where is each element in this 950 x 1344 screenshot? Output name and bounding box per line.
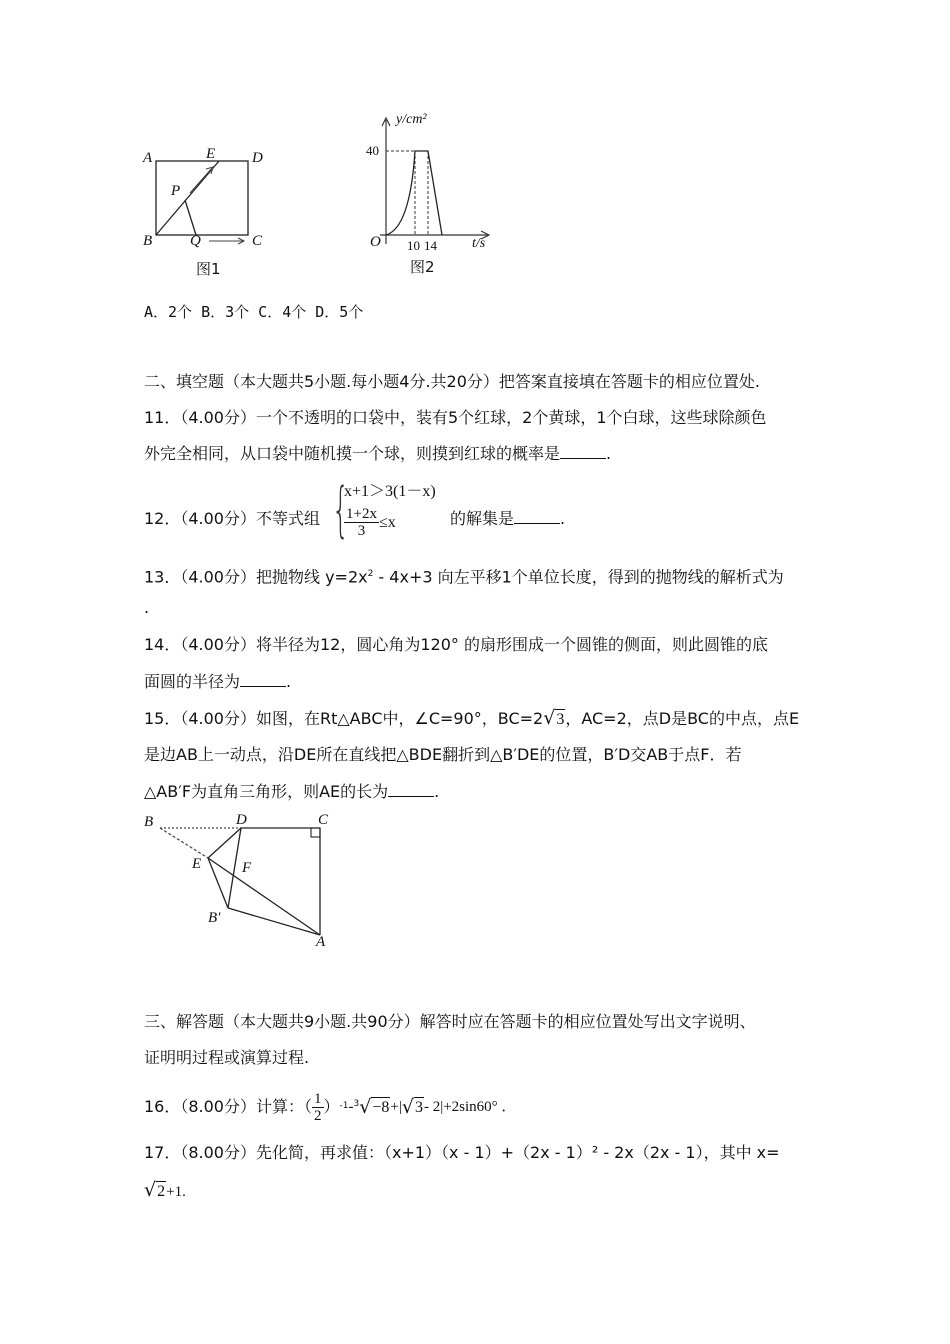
figure-1-caption: 图1	[196, 260, 221, 278]
answer-blank-q11[interactable]	[560, 444, 606, 459]
q13-line1	[144, 564, 784, 587]
q16-exponent: -1	[339, 1101, 349, 1111]
q17-line2	[144, 1180, 186, 1202]
y-axis-label: y/cm²	[396, 112, 427, 127]
q11-end: .	[606, 444, 612, 463]
q16-radicand: 3	[414, 1098, 423, 1116]
q12-prefix: 12．（4.00分）不等式组	[144, 509, 320, 528]
q13-text-a: 13．（4.00分）把抛物线 y=2x	[144, 567, 368, 587]
q15-end: .	[434, 782, 440, 801]
q11-text: 外完全相同，从口袋中随机摸一个球，则摸到红球的概率是	[144, 444, 561, 463]
section-3-heading-line1: 三、解答题（本大题共9小题.共90分）解答时应在答题卡的相应位置处写出文字说明、	[144, 1012, 756, 1031]
q15-text-c: △AB′F为直角三角形，则AE的长为	[144, 782, 389, 801]
sqrt-icon: √	[401, 1096, 414, 1118]
q15-line2: 是边AB上一动点，沿DE所在直线把△BDE翻折到△B′DE的位置，B′D交AB于点F．若	[144, 745, 742, 764]
figure-2-caption: 图2	[410, 258, 435, 276]
q16-cube-radicand: −8	[372, 1098, 390, 1116]
q11-line2	[144, 444, 611, 464]
q11-line1: 11．（4.00分）一个不透明的口袋中，装有5个红球，2个黄球，1个白球，这些球除颜色	[144, 408, 767, 427]
point-label-b: B	[144, 814, 154, 830]
x-tick-14: 14	[424, 238, 437, 253]
point-label-a: A	[143, 150, 153, 166]
q14-line1: 14．（4.00分）将半径为12，圆心角为120° 的扇形围成一个圆锥的侧面，则此圆锥的底	[144, 635, 768, 654]
sqrt-icon: √	[543, 707, 556, 729]
answer-blank-q14[interactable]	[240, 672, 286, 687]
answer-blank-q12[interactable]	[514, 509, 560, 524]
q16-frac-denominator: 2	[314, 1107, 322, 1124]
q12-relation: ≤x	[378, 514, 396, 531]
point-label-e: E	[206, 146, 216, 162]
figure-1	[140, 140, 270, 280]
q14-line2	[144, 672, 291, 692]
q12-inequality-1: x+1＞3(1－x)	[344, 483, 436, 500]
point-label-c: C	[252, 233, 263, 249]
q17-line1: 17．（8.00分）先化简，再求值：（x+1）（x - 1）+（2x - 1）² - 2x（2x - 1），其中 x=	[144, 1143, 780, 1162]
brace-icon: {	[332, 475, 350, 545]
q16-rest: - 2|+2sin60° ．	[423, 1099, 517, 1115]
section-3-heading-line2: 证明明过程或演算过程.	[144, 1048, 310, 1067]
q12-inequality-2	[344, 506, 396, 539]
q10-options: A．2个 B．3个 C．4个 D．5个	[144, 303, 364, 321]
q16-cube-index: 3	[353, 1099, 360, 1109]
q13-exponent: 2	[367, 569, 374, 579]
point-label-b-prime: B′	[208, 910, 221, 926]
figure-1-diagram	[140, 140, 270, 250]
cube-root-icon: √	[359, 1096, 372, 1118]
point-label-b: B	[143, 233, 153, 249]
q13-line2: .	[144, 598, 150, 617]
point-label-c: C	[318, 812, 329, 828]
q14-end: .	[286, 672, 292, 691]
point-label-d: D	[252, 150, 263, 166]
q16-frac-numerator: 1	[314, 1090, 322, 1107]
q16-minus: -	[348, 1099, 354, 1115]
section-2-heading: 二、填空题（本大题共5小题.每小题4分.共20分）把答案直接填在答题卡的相应位置处.	[144, 372, 760, 391]
y-tick-40: 40	[366, 143, 379, 158]
q12-numerator: 1+2x	[346, 506, 377, 522]
q16	[144, 1092, 516, 1122]
point-label-e: E	[192, 856, 202, 872]
q15-text-b: ，AC=2，点D是BC的中点，点E	[565, 709, 800, 728]
q12-suffix	[450, 506, 565, 529]
q12	[144, 476, 844, 552]
sqrt-icon: √	[144, 1179, 157, 1201]
q15-radicand: 3	[556, 711, 565, 728]
point-label-a: A	[316, 934, 326, 950]
point-label-q: Q	[190, 233, 201, 249]
q15-line1	[144, 708, 799, 730]
answer-blank-q15[interactable]	[388, 782, 434, 797]
point-label-f: F	[242, 860, 252, 876]
figure-2-graph	[360, 110, 500, 250]
q15-line3	[144, 782, 439, 802]
figure-3-diagram	[140, 810, 340, 955]
q16-paren: ）	[323, 1097, 340, 1116]
point-label-d: D	[236, 812, 247, 828]
origin-label: O	[370, 234, 381, 250]
point-label-p: P	[171, 183, 181, 199]
q17-rest: +1.	[166, 1184, 186, 1200]
q15-text-a: 15．（4.00分）如图，在Rt△ABC中，∠C=90°，BC=2	[144, 709, 544, 728]
q13-text-b: - 4x+3 向左平移1个单位长度，得到的抛物线的解析式为	[373, 567, 784, 587]
figure-2	[360, 110, 500, 280]
figure-3	[140, 810, 340, 955]
x-axis-label: t/s	[472, 236, 486, 251]
q12-denominator: 3	[357, 523, 366, 539]
q16-abs-open: +|	[390, 1099, 402, 1115]
q14-text: 面圆的半径为	[144, 672, 241, 691]
q17-radicand: 2	[157, 1183, 166, 1200]
x-tick-10: 10	[407, 238, 420, 253]
q16-prefix: 16．（8.00分）计算：（	[144, 1097, 312, 1116]
q12-end: .	[560, 509, 566, 528]
q12-suffix-text: 的解集是	[450, 509, 515, 528]
